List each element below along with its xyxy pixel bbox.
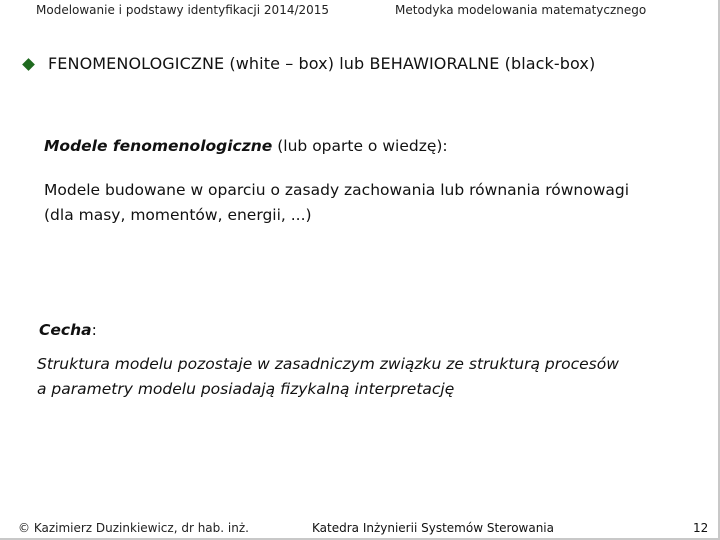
feature-description-line-1: Struktura modelu pozostaje w zasadniczym związku ze strukturą procesów	[37, 355, 619, 373]
models-heading-rest: (lub oparte o wiedzę):	[272, 137, 448, 155]
feature-heading	[39, 318, 97, 343]
feature-heading-term: Cecha	[39, 321, 92, 339]
models-description-line-2: (dla masy, momentów, energii, ...)	[44, 206, 312, 224]
header-course-title: Modelowanie i podstawy identyfikacji 2014/2015	[36, 3, 330, 17]
models-heading	[44, 134, 448, 159]
footer-author: © Kazimierz Duzinkiewicz, dr hab. inż.	[18, 521, 249, 535]
feature-description	[37, 352, 619, 402]
header-topic-title: Metodyka modelowania matematycznego	[395, 3, 647, 17]
feature-heading-rest: :	[91, 321, 97, 339]
feature-description-line-2: a parametry modelu posiadają fizykalną interpretację	[37, 380, 455, 398]
footer-department: Katedra Inżynierii Systemów Sterowania	[312, 521, 554, 535]
models-heading-term: Modele fenomenologiczne	[44, 137, 273, 155]
main-bullet-text: FENOMENOLOGICZNE (white – box) lub BEHAWIORALNE (black-box)	[48, 54, 596, 73]
diamond-bullet-icon	[22, 58, 35, 71]
models-description-line-1: Modele budowane w oparciu o zasady zachowania lub równania równowagi	[44, 181, 630, 199]
footer-page-number: 12	[693, 521, 709, 535]
main-bullet	[24, 54, 595, 73]
models-description	[44, 178, 629, 228]
